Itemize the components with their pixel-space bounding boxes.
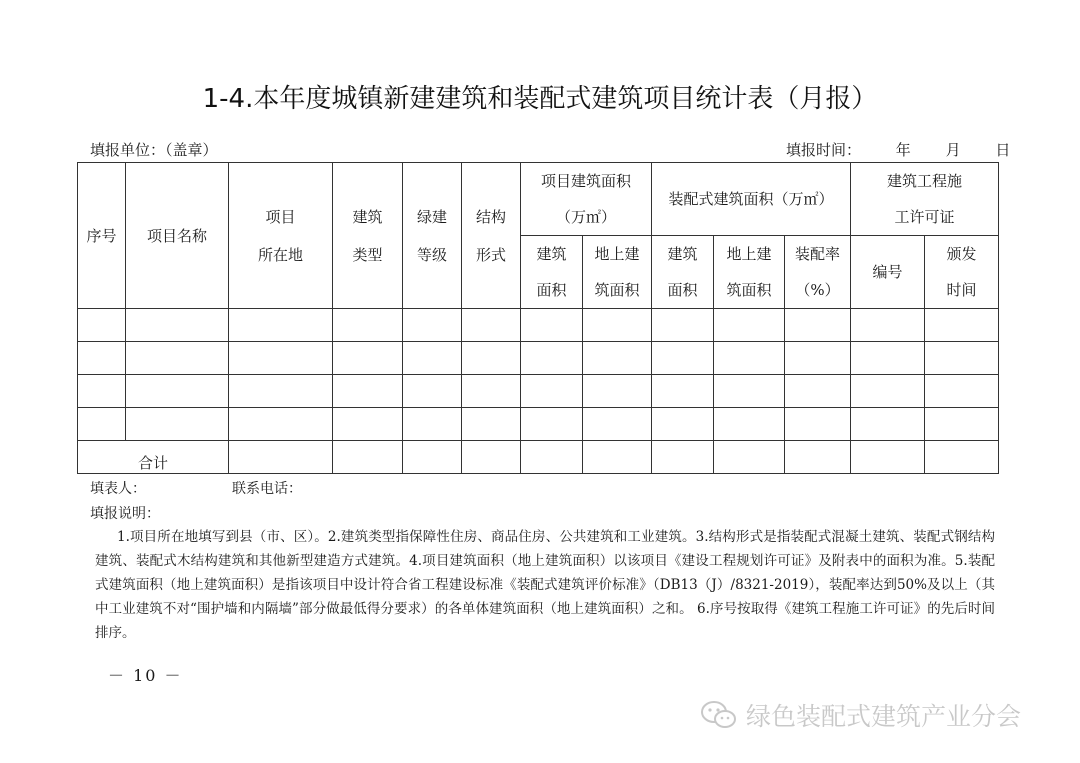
header-seq: 序号: [78, 163, 126, 309]
wechat-icon: [700, 700, 738, 730]
header-name: 项目名称: [126, 163, 229, 309]
header-sub-issue: 颁发 时间: [925, 236, 999, 309]
time-label: 填报时间：: [786, 141, 862, 159]
header-building-type: 建筑 类型: [333, 163, 403, 309]
table-row: [78, 408, 999, 441]
total-row: [78, 441, 999, 474]
notes-text: 1.项目所在地填写到县（市、区）。2.建筑类型指保障性住房、商品住房、公共建筑和工业建筑。3.结构形式是指装配式混凝土建筑、装配式钢结构建筑、装配式木结构建筑和其他新型建造方式建筑。4.项目建筑面积（地上建筑面积）以该项目《建设工程规划许可证》及附表中的面积为准。5.装配式建筑面积（地上建筑面积）是指该项目中设计符合省工程建设标准《装配式建筑评价标准》（DB13（J）/8321-2019），装配率达到50%及以上（其中工业建筑不对“围护墙和内隔墙”部分做最低得分要求）的各单体建筑面积（地上建筑面积）之和。 6.序号按取得《建筑工程施工许可证》的先后时间排序。: [95, 529, 995, 641]
page-title: 1-4.本年度城镇新建建筑和装配式建筑项目统计表（月报）: [202, 84, 878, 114]
header-green-level: 绿建 等级: [403, 163, 462, 309]
total-label: 合计: [78, 441, 229, 474]
page-number: － 10 －: [108, 666, 183, 685]
time-label-group: [786, 139, 1010, 160]
watermark: [700, 697, 1021, 733]
header-location: 项目 所在地: [229, 163, 333, 309]
header-sub-rate: 装配率 （%）: [785, 236, 851, 309]
year-label: 年: [895, 141, 911, 159]
header-sub-prefab-area: 建筑 面积: [652, 236, 714, 309]
unit-label: 填报单位：（盖章）: [90, 141, 218, 159]
month-label: 月: [945, 141, 961, 159]
filler-label: 填表人：: [90, 481, 146, 497]
header-sub-above: 地上建 筑面积: [583, 236, 652, 309]
header-sub-prefab-above: 地上建 筑面积: [714, 236, 785, 309]
watermark-text: 绿色装配式建筑产业分会: [746, 702, 1022, 731]
table-row: [78, 375, 999, 408]
table-row: [78, 309, 999, 342]
notes-label: 填报说明：: [90, 506, 160, 522]
statistics-table: [77, 162, 999, 474]
table-row: [78, 342, 999, 375]
header-structure: 结构 形式: [462, 163, 521, 309]
phone-label: 联系电话：: [232, 481, 302, 497]
header-prefab-area: 装配式建筑面积（万㎡）: [652, 163, 851, 236]
header-permit: 建筑工程施 工许可证: [851, 163, 999, 236]
header-project-area: 项目建筑面积 （万㎡）: [521, 163, 652, 236]
day-label: 日: [995, 141, 1011, 159]
header-sub-area: 建筑 面积: [521, 236, 583, 309]
header-sub-number: 编号: [851, 236, 925, 309]
